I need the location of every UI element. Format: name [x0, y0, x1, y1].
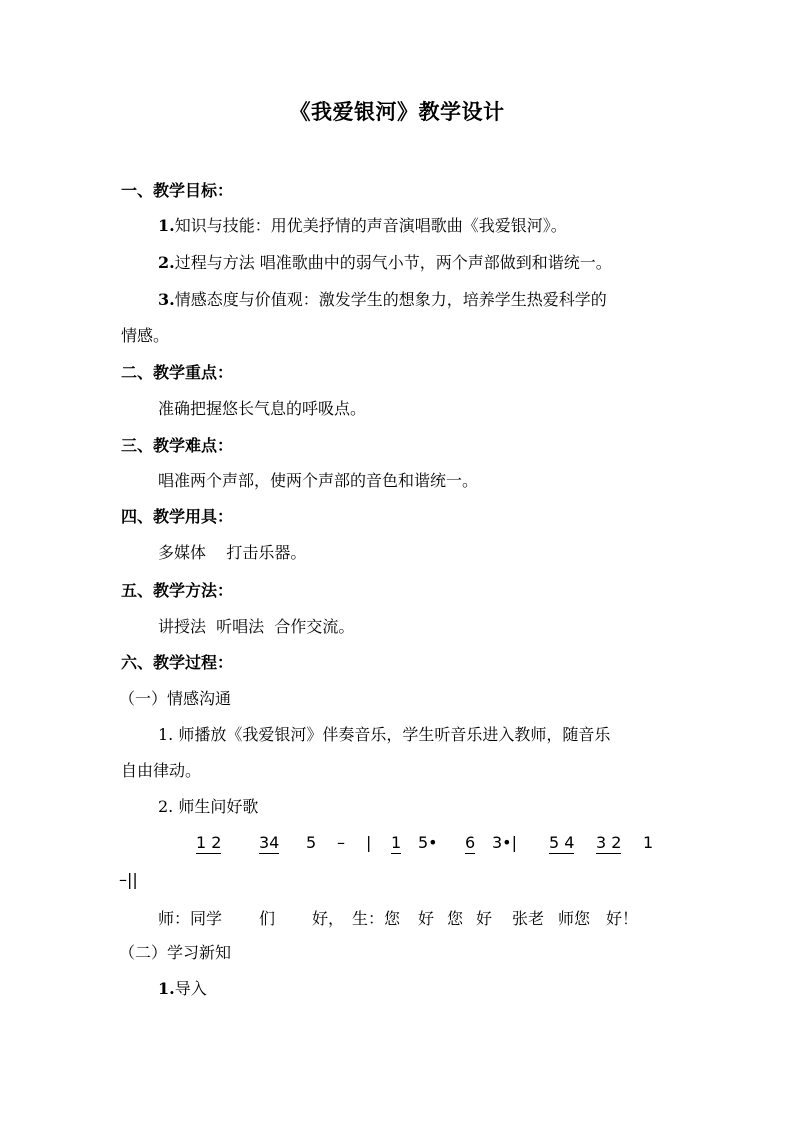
difficulties-text: 唱准两个声部，使两个声部的音色和谐统一。: [158, 471, 479, 490]
note: 5•: [418, 833, 438, 852]
barline: |: [366, 833, 372, 852]
objective-item-3-continued: 情感。: [121, 326, 170, 345]
note: 1: [643, 833, 654, 852]
lyric: 们: [259, 909, 276, 928]
lyrics-line: [0, 906, 794, 928]
section-heading-difficulties: 三、教学难点：: [121, 436, 234, 455]
key-points-text: 准确把握悠长气息的呼吸点。: [158, 399, 367, 418]
note-barline: 3•|: [492, 833, 518, 852]
note-dash: –: [337, 833, 345, 852]
process-step-2: 2. 师生问好歌: [158, 797, 259, 816]
note-group: 34: [259, 833, 280, 852]
item-text: 过程与方法 唱准歌曲中的弱气小节，两个声部做到和谐统一。: [174, 253, 612, 272]
objective-item-3: [158, 289, 607, 311]
lyric: 生：您: [352, 909, 401, 928]
document-title: 《我爱银河》教学设计: [289, 99, 505, 124]
note-group: 1 2: [196, 833, 222, 852]
process-step-1: 1. 师播放《我爱银河》伴奏音乐，学生听音乐进入教师，随音乐: [158, 725, 611, 744]
note-group: 5 4: [549, 833, 575, 852]
lyric: 师：同学: [158, 909, 223, 928]
lyric: 师您: [558, 909, 591, 928]
item-text: 知识与技能：用优美抒情的声音演唱歌曲《我爱银河》。: [174, 216, 567, 235]
note-group: 3 2: [596, 833, 622, 852]
lyric: 您: [447, 909, 464, 928]
methods-text: 讲授法 听唱法 合作交流。: [158, 617, 355, 636]
item-number: 1.: [158, 979, 175, 998]
objective-item-2: [158, 252, 612, 274]
subsection-emotional-communication: （一）情感沟通: [119, 689, 232, 708]
section-heading-key-points: 二、教学重点：: [121, 363, 234, 382]
item-number: 3.: [158, 290, 175, 309]
lyric: 好: [418, 909, 435, 928]
item-number: 2.: [158, 253, 175, 272]
lyric: 好，: [312, 909, 345, 928]
item-text: 导入: [174, 979, 207, 998]
process-step-1-continued: 自由律动。: [121, 761, 202, 780]
lyric: 好: [476, 909, 493, 928]
item-number: 1.: [158, 216, 175, 235]
process-step-introduction: [158, 978, 207, 1000]
section-heading-process: 六、教学过程：: [121, 653, 234, 672]
objective-item-1: [158, 215, 567, 237]
section-heading-tools: 四、教学用具：: [121, 507, 234, 526]
note: 6: [465, 833, 476, 852]
music-notation-line: [0, 833, 794, 855]
lyric: 好！: [606, 909, 639, 928]
section-heading-objectives: 一、教学目标：: [121, 181, 234, 200]
note: 5: [306, 833, 317, 852]
tools-text: 多媒体 打击乐器。: [158, 543, 307, 562]
item-text: 情感态度与价值观：激发学生的想象力，培养学生热爱科学的: [174, 290, 607, 309]
section-heading-methods: 五、教学方法：: [121, 581, 234, 600]
lyric: 张老: [512, 909, 545, 928]
subsection-learn-new: （二）学习新知: [119, 943, 232, 962]
note: 1: [391, 833, 402, 852]
music-notation-continued: –||: [119, 870, 138, 889]
